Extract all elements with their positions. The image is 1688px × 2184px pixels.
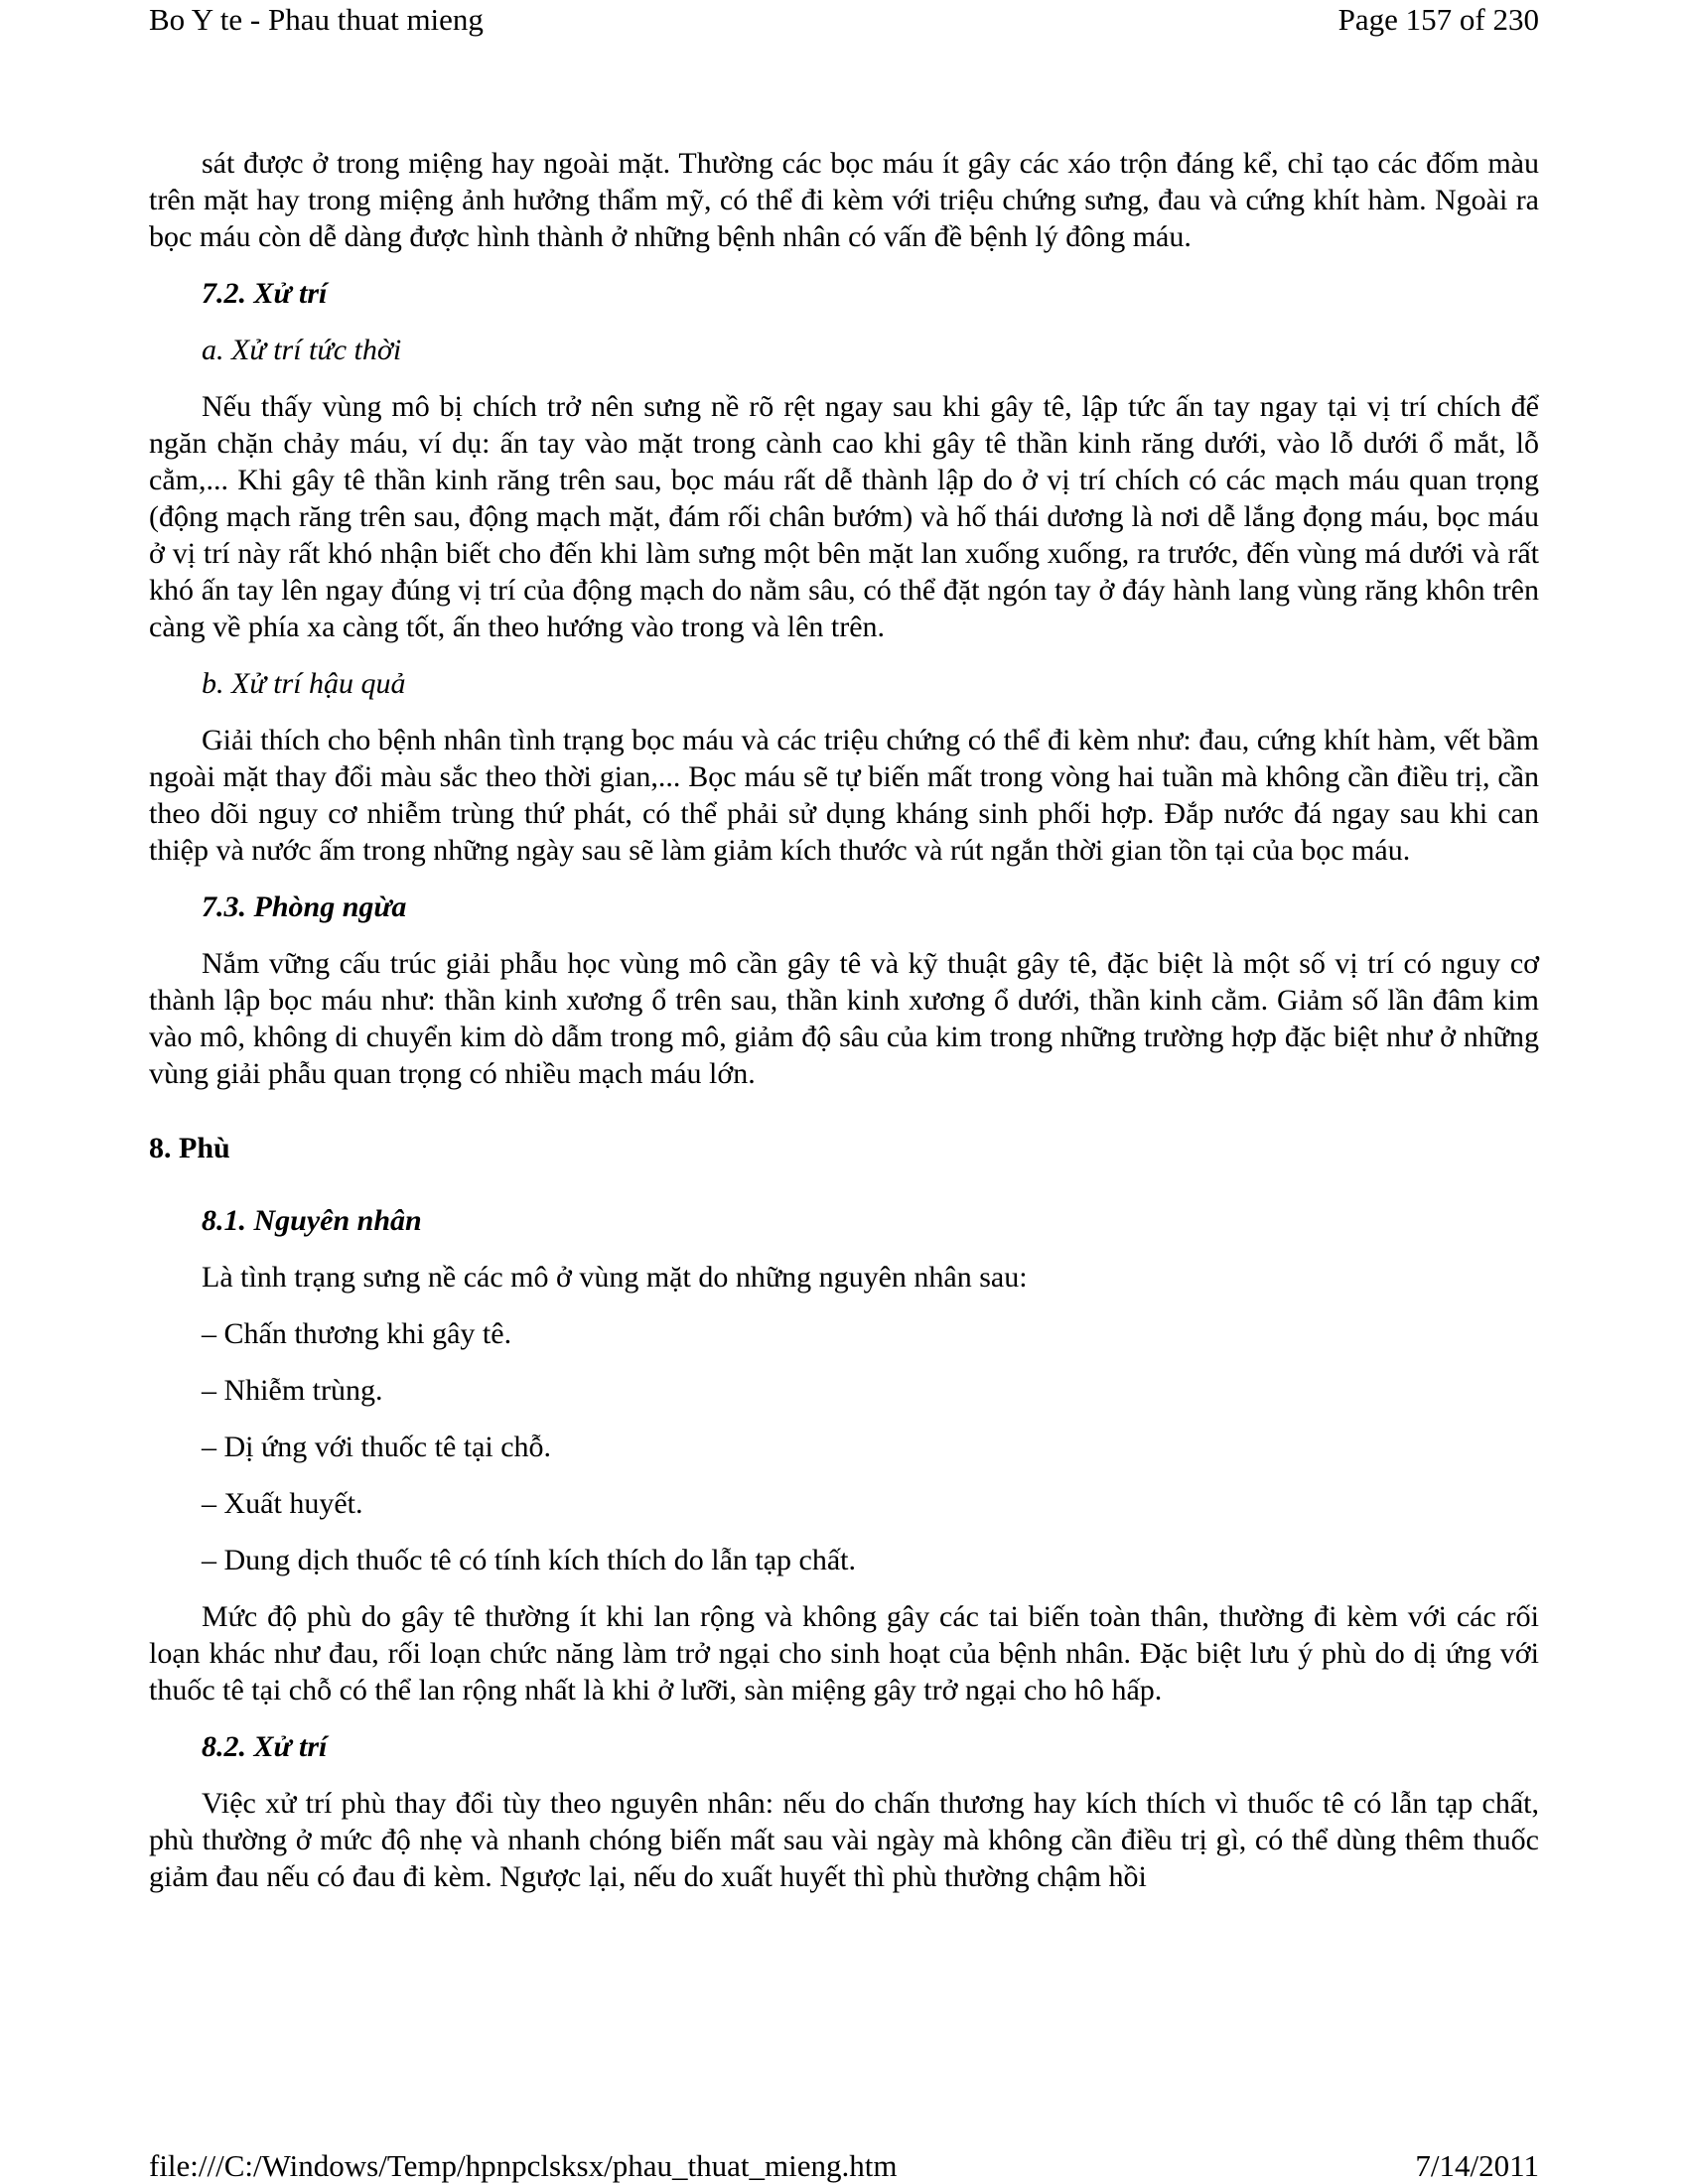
page-footer: [149, 2148, 1539, 2184]
heading-7-2-a: a. Xử trí tức thời: [202, 334, 402, 366]
paragraph-hematoma-continued: sát được ở trong miệng hay ngoài mặt. Thường các bọc máu ít gây các xáo trộn đáng kể, chỉ tạo các đốm màu trên mặt hay trong miệng ảnh hưởng thẩm mỹ, có thể đi kèm với triệu chứng sưng, đau và cứng khít hàm. Ngoài ra bọc máu còn dễ dàng được hình thành ở những bệnh nhân có vấn đề bệnh lý đông máu.: [149, 147, 1539, 253]
document-body: [149, 145, 1539, 1895]
paragraph-edema-severity: Mức độ phù do gây tê thường ít khi lan rộng và không gây các tai biến toàn thân, thường đi kèm với các rối loạn khác như đau, rối loạn chức năng làm trở ngại cho sinh hoạt của bệnh nhân. Đặc biệt lưu ý phù do dị ứng với thuốc tê tại chỗ có thể lan rộng nhất là khi ở lưỡi, sàn miệng gây trở ngại cho hô hấp.: [149, 1600, 1539, 1706]
paragraph-consequence-treatment: Giải thích cho bệnh nhân tình trạng bọc máu và các triệu chứng có thể đi kèm như: đau, cứng khít hàm, vết bầm ngoài mặt thay đổi màu sắc theo thời gian,... Bọc máu sẽ tự biến mất trong vòng hai tuần mà không cần điều trị, cần theo dõi nguy cơ nhiễm trùng thứ phát, có thể phải sử dụng kháng sinh phối hợp. Đắp nước đá ngay sau khi can thiệp và nước ấm trong những ngày sau sẽ làm giảm kích thước và rút ngắn thời gian tồn tại của bọc máu.: [149, 724, 1539, 867]
paragraph-edema-treatment: Việc xử trí phù thay đổi tùy theo nguyên nhân: nếu do chấn thương hay kích thích vì thuốc tê có lẫn tạp chất, phù thường ở mức độ nhẹ và nhanh chóng biến mất sau vài ngày mà không cần điều trị gì, có thể dùng thêm thuốc giảm đau nếu có đau đi kèm. Ngược lại, nếu do xuất huyết thì phù thường chậm hồi: [149, 1787, 1539, 1893]
paragraph-causes-intro: Là tình trạng sưng nề các mô ở vùng mặt do những nguyên nhân sau:: [202, 1261, 1028, 1294]
list-item: – Dung dịch thuốc tê có tính kích thích do lẫn tạp chất.: [202, 1544, 857, 1576]
page-header: [149, 0, 1539, 40]
list-item: – Nhiễm trùng.: [202, 1374, 383, 1407]
heading-7-3: 7.3. Phòng ngừa: [202, 890, 407, 923]
document-title: Bo Y te - Phau thuat mieng: [149, 2, 484, 37]
list-item: – Dị ứng với thuốc tê tại chỗ.: [202, 1431, 552, 1463]
heading-8-1: 8.1. Nguyên nhân: [202, 1204, 422, 1237]
print-date: 7/14/2011: [1415, 2148, 1539, 2183]
heading-8-2: 8.2. Xử trí: [202, 1730, 328, 1763]
list-item: – Chấn thương khi gây tê.: [202, 1317, 512, 1350]
file-path: file:///C:/Windows/Temp/hpnpclsksx/phau_thuat_mieng.htm: [149, 2148, 898, 2183]
list-item: – Xuất huyết.: [202, 1487, 363, 1520]
paragraph-prevention: Nắm vững cấu trúc giải phẫu học vùng mô cần gây tê và kỹ thuật gây tê, đặc biệt là một số vị trí có nguy cơ thành lập bọc máu như: thần kinh xương ổ trên sau, thần kinh xương ổ dưới, thần kinh cằm. Giảm số lần đâm kim vào mô, không di chuyển kim dò dẫm trong mô, giảm độ sâu của kim trong những trường hợp đặc biệt như ở những vùng giải phẫu quan trọng có nhiều mạch máu lớn.: [149, 947, 1539, 1090]
heading-7-2: 7.2. Xử trí: [202, 277, 328, 310]
heading-7-2-b: b. Xử trí hậu quả: [202, 667, 406, 700]
heading-8: 8. Phù: [149, 1132, 230, 1164]
page-indicator: Page 157 of 230: [1337, 2, 1539, 37]
paragraph-immediate-treatment: Nếu thấy vùng mô bị chích trở nên sưng nề rõ rệt ngay sau khi gây tê, lập tức ấn tay ngay tại vị trí chích để ngăn chặn chảy máu, ví dụ: ấn tay vào mặt trong cành cao khi gây tê thần kinh răng dưới, vào lỗ dưới ổ mắt, lỗ cằm,... Khi gây tê thần kinh răng trên sau, bọc máu rất dễ thành lập do ở vị trí chích có các mạch máu quan trọng (động mạch răng trên sau, động mạch mặt, đám rối chân bướm) và hố thái dương là nơi dễ lắng đọng máu, bọc máu ở vị trí này rất khó nhận biết cho đến khi làm sưng một bên mặt lan xuống xuống, ra trước, đến vùng má dưới và rất khó ấn tay lên ngay đúng vị trí của động mạch do nằm sâu, có thể đặt ngón tay ở đáy hành lang vùng răng khôn trên càng về phía xa càng tốt, ấn theo hướng vào trong và lên trên.: [149, 390, 1539, 643]
